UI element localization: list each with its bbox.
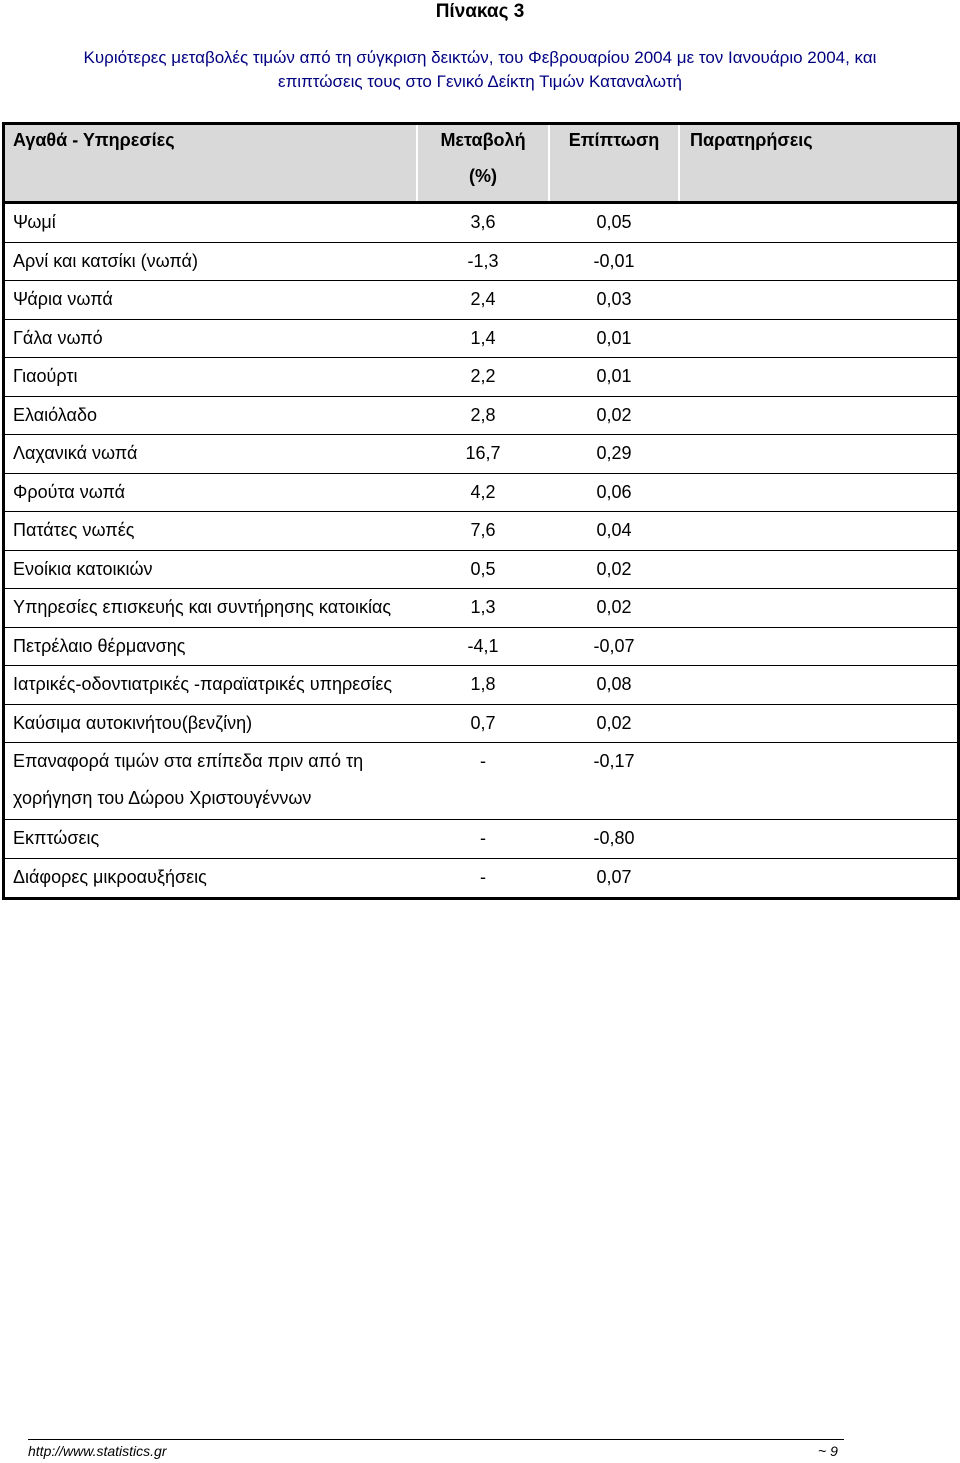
page-number: ~ 9 <box>818 1443 838 1459</box>
footer-url: http://www.statistics.gr <box>28 1443 167 1459</box>
cell-notes <box>679 512 957 551</box>
table-row <box>5 550 957 589</box>
cell-goods-service: Αρνί και κατσίκι (νωπά) <box>5 242 417 281</box>
cell-impact: 0,02 <box>549 396 679 435</box>
cell-goods-service: Γάλα νωπό <box>5 319 417 358</box>
cell-notes <box>679 589 957 628</box>
table-row <box>5 820 957 859</box>
cell-change: 1,8 <box>417 666 549 705</box>
cell-change: 2,4 <box>417 281 549 320</box>
cell-change: 2,2 <box>417 358 549 397</box>
cell-impact: 0,02 <box>549 704 679 743</box>
cell-goods-service: Ψωμί <box>5 203 417 243</box>
table-row <box>5 627 957 666</box>
cell-notes <box>679 358 957 397</box>
cell-impact: 0,02 <box>549 589 679 628</box>
cell-impact: 0,03 <box>549 281 679 320</box>
table-row <box>5 203 957 243</box>
cell-change: 1,4 <box>417 319 549 358</box>
cell-change: -1,3 <box>417 242 549 281</box>
cell-impact: 0,07 <box>596 866 632 887</box>
table-row <box>5 858 957 896</box>
table-row <box>5 473 957 512</box>
footer-divider <box>28 1439 844 1440</box>
cell-notes <box>679 858 957 896</box>
cell-goods-service: Καύσιμα αυτοκινήτου(βενζίνη) <box>5 704 417 743</box>
cell-notes <box>679 281 957 320</box>
header-notes: Παρατηρήσεις <box>679 125 957 203</box>
header-change: Μεταβολή (%) <box>417 125 549 203</box>
cell-goods-service: Γιαούρτι <box>5 358 417 397</box>
cell-notes <box>679 627 957 666</box>
cell-notes <box>679 319 957 358</box>
price-changes-table <box>2 122 960 900</box>
cell-impact: -0,01 <box>549 242 679 281</box>
cell-goods-service: Υπηρεσίες επισκευής και συντήρησης κατοικίας <box>5 589 417 628</box>
cell-goods-service: Λαχανικά νωπά <box>5 435 417 474</box>
cell-change: -4,1 <box>417 627 549 666</box>
cell-goods-service: Εκπτώσεις <box>5 820 417 859</box>
cell-goods-service: Διάφορες μικροαυξήσεις <box>13 866 207 887</box>
cell-impact: 0,08 <box>549 666 679 705</box>
cell-goods-service: Πατάτες νωπές <box>5 512 417 551</box>
cell-goods-service: Ιατρικές-οδοντιατρικές -παραϊατρικές υπηρεσίες <box>5 666 417 705</box>
cell-impact: 0,29 <box>549 435 679 474</box>
table-subtitle: Κυριότερες μεταβολές τιμών από τη σύγκριση δεικτών, του Φεβρουαρίου 2004 με τον Ιανουάριο 2004, και επιπτώσεις τους στο Γενικό Δείκτη Τιμών Καταναλωτή <box>83 48 877 91</box>
cell-impact: -0,17 <box>549 743 679 820</box>
cell-goods-service: Ενοίκια κατοικιών <box>5 550 417 589</box>
cell-change: - <box>417 820 549 859</box>
cell-notes <box>679 242 957 281</box>
cell-notes <box>679 435 957 474</box>
page-title: Πίνακας 3 <box>435 1 525 22</box>
table-row <box>5 396 957 435</box>
cell-goods-service: Φρούτα νωπά <box>5 473 417 512</box>
table-body <box>5 203 957 897</box>
cell-goods-service: Ψάρια νωπά <box>5 281 417 320</box>
header-goods-services: Αγαθά - Υπηρεσίες <box>5 125 417 203</box>
table-row <box>5 666 957 705</box>
cell-impact: -0,07 <box>549 627 679 666</box>
table-row <box>5 589 957 628</box>
cell-impact: 0,01 <box>549 319 679 358</box>
cell-notes <box>679 203 957 243</box>
cell-change: 1,3 <box>417 589 549 628</box>
cell-impact: 0,05 <box>549 203 679 243</box>
cell-notes <box>679 820 957 859</box>
table-header-row <box>5 125 957 203</box>
cell-impact: 0,04 <box>549 512 679 551</box>
table-row <box>5 435 957 474</box>
header-impact: Επίπτωση <box>549 125 679 203</box>
cell-notes <box>679 704 957 743</box>
cell-impact: 0,06 <box>549 473 679 512</box>
cell-notes <box>679 666 957 705</box>
table-row <box>5 319 957 358</box>
cell-goods-service: Επαναφορά τιμών στα επίπεδα πριν από τη χορήγηση του Δώρου Χριστουγέννων <box>5 743 417 820</box>
table-row <box>5 743 957 820</box>
table-row <box>5 512 957 551</box>
table-row <box>5 242 957 281</box>
cell-notes <box>679 550 957 589</box>
cell-notes <box>679 396 957 435</box>
cell-change: 0,5 <box>417 550 549 589</box>
cell-change: - <box>480 866 486 887</box>
table-row <box>5 704 957 743</box>
cell-change: - <box>417 743 549 820</box>
cell-notes <box>679 743 957 820</box>
cell-change: 4,2 <box>417 473 549 512</box>
cell-change: 0,7 <box>417 704 549 743</box>
cell-change: 2,8 <box>417 396 549 435</box>
cell-impact: 0,01 <box>549 358 679 397</box>
table-row <box>5 281 957 320</box>
cell-change: 7,6 <box>417 512 549 551</box>
cell-change: 16,7 <box>417 435 549 474</box>
table-row <box>5 358 957 397</box>
table <box>5 125 957 896</box>
cell-goods-service: Ελαιόλαδο <box>5 396 417 435</box>
cell-impact: 0,02 <box>549 550 679 589</box>
cell-impact: -0,80 <box>549 820 679 859</box>
cell-notes <box>679 473 957 512</box>
cell-change: 3,6 <box>417 203 549 243</box>
cell-goods-service: Πετρέλαιο θέρμανσης <box>5 627 417 666</box>
